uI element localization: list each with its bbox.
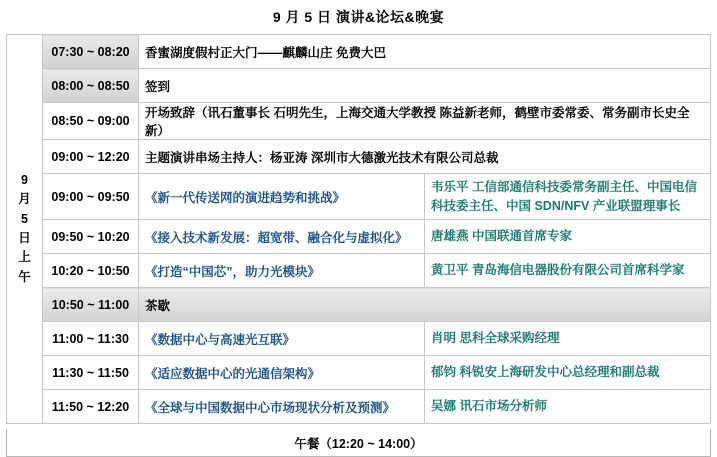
table-row — [7, 288, 711, 322]
row-text: 香蜜湖度假村正大门——麒麟山庄 免费大巴 — [139, 35, 711, 69]
schedule-body — [7, 35, 711, 424]
row-time: 07:30 ~ 08:20 — [43, 35, 139, 69]
side-label-char: 5 — [21, 211, 28, 226]
row-time: 08:00 ~ 08:50 — [43, 69, 139, 103]
row-time: 09:50 ~ 10:20 — [43, 220, 139, 254]
side-label-char: 上 — [18, 250, 31, 265]
row-text: 签到 — [139, 69, 711, 103]
side-label-char: 日 — [18, 231, 31, 245]
row-time: 10:50 ~ 11:00 — [43, 288, 139, 322]
row-time: 09:00 ~ 12:20 — [43, 140, 139, 174]
table-row — [7, 322, 711, 356]
row-text: 茶歇 — [139, 288, 711, 322]
table-row — [7, 140, 711, 174]
row-text: 开场致辞（讯石董事长 石明先生，上海交通大学教授 陈益新老师，鹤壁市委常委、常务副市长史全新） — [139, 103, 711, 140]
page-title: 9 月 5 日 演讲&论坛&晚宴 — [272, 9, 445, 25]
table-row — [7, 69, 711, 103]
table-row — [7, 103, 711, 140]
session-topic: 《接入技术新发展：超宽带、融合化与虚拟化》 — [139, 220, 425, 254]
schedule-table — [6, 34, 711, 424]
session-speaker: 吴娜 讯石市场分析师 — [425, 390, 711, 424]
session-topic: 《新一代传送网的演进趋势和挑战》 — [139, 174, 425, 220]
side-label — [7, 35, 43, 424]
table-row — [7, 35, 711, 69]
row-time: 10:20 ~ 10:50 — [43, 254, 139, 288]
row-time: 08:50 ~ 09:00 — [43, 103, 139, 140]
row-time: 11:30 ~ 11:50 — [43, 356, 139, 390]
row-text: 主题演讲串场主持人：杨亚涛 深圳市大德激光技术有限公司总裁 — [139, 140, 711, 174]
table-row — [7, 254, 711, 288]
session-topic: 《适应数据中心的光通信架构》 — [139, 356, 425, 390]
session-speaker: 唐雄燕 中国联通首席专家 — [425, 220, 711, 254]
row-time: 11:00 ~ 11:30 — [43, 322, 139, 356]
session-topic: 《打造“中国芯”，助力光模块》 — [139, 254, 425, 288]
session-speaker: 黄卫平 青岛海信电器股份有限公司首席科学家 — [425, 254, 711, 288]
table-row — [7, 390, 711, 424]
session-speaker: 郁钧 科锐安上海研发中心总经理和副总裁 — [425, 356, 711, 390]
table-row — [7, 220, 711, 254]
row-time: 09:00 ~ 09:50 — [43, 174, 139, 220]
session-speaker: 韦乐平 工信部通信科技委常务副主任、中国电信科技委主任、中国 SDN/NFV 产业联盟理事长 — [425, 174, 711, 220]
session-topic: 《数据中心与高速光互联》 — [139, 322, 425, 356]
side-label-char: 9 — [21, 172, 28, 187]
session-topic: 《全球与中国数据中心市场现状分析及预测》 — [139, 390, 425, 424]
side-label-char: 月 — [18, 192, 31, 207]
side-label-char: 午 — [18, 269, 31, 284]
table-row — [7, 356, 711, 390]
table-row — [7, 174, 711, 220]
session-speaker: 肖明 思科全球采购经理 — [425, 322, 711, 356]
lunch-footer: 午餐（12:20 ~ 14:00） — [6, 429, 711, 457]
row-time: 11:50 ~ 12:20 — [43, 390, 139, 424]
